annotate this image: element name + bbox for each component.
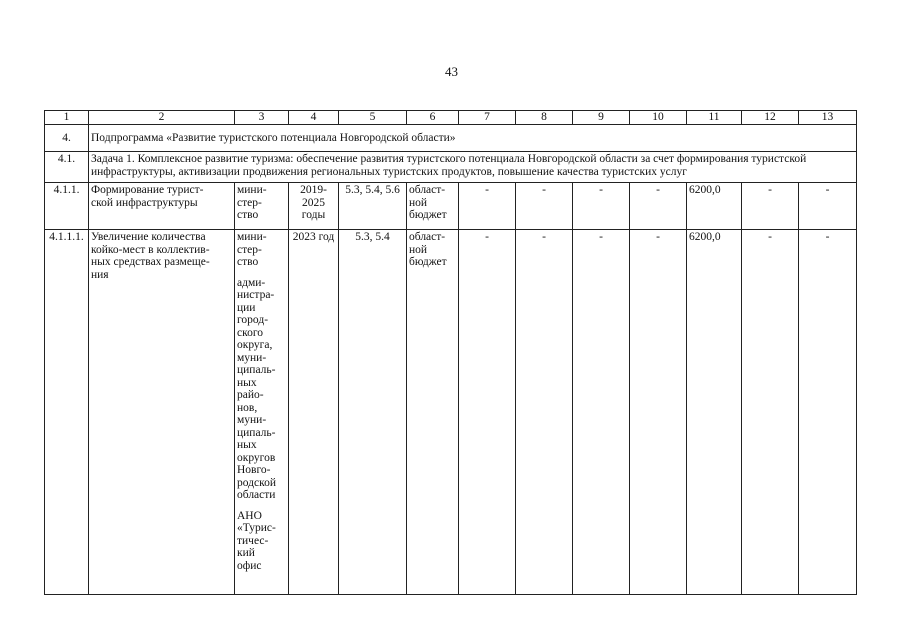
header-cell: 6 bbox=[407, 111, 459, 125]
task-title: Задача 1. Комплексное развитие туризма: обеспечение развития туристского потенциала Новгородской области за счет формирования туристской инфраструктуры, активизации продвижения региональных туристских продуктов, повышение качества туристских услуг bbox=[89, 152, 857, 183]
value-col7: - bbox=[459, 183, 516, 230]
indicators: 5.3, 5.4 bbox=[339, 230, 407, 595]
executor: мини- стер- ство bbox=[235, 183, 289, 230]
value-col12: - bbox=[742, 230, 799, 595]
header-cell: 2 bbox=[89, 111, 235, 125]
value-col9: - bbox=[573, 230, 630, 595]
header-cell: 11 bbox=[687, 111, 742, 125]
funding-source: област- ной бюджет bbox=[407, 230, 459, 595]
value-col10: - bbox=[630, 183, 687, 230]
row-number: 4.1.1. bbox=[45, 183, 89, 230]
header-cell: 3 bbox=[235, 111, 289, 125]
measure-name: Увеличение количества койко-мест в коллектив- ных средствах размеще- ния bbox=[89, 230, 235, 595]
header-cell: 7 bbox=[459, 111, 516, 125]
indicators: 5.3, 5.4, 5.6 bbox=[339, 183, 407, 230]
table-row-task bbox=[45, 152, 857, 183]
subprogram-title: Подпрограмма «Развитие туристского потенциала Новгородской области» bbox=[89, 125, 857, 152]
program-table bbox=[44, 110, 857, 595]
value-col10: - bbox=[630, 230, 687, 595]
executor-ministry: мини- стер- ство bbox=[237, 231, 267, 268]
table-row-measure bbox=[45, 183, 857, 230]
value-col12: - bbox=[742, 183, 799, 230]
funding-source: област- ной бюджет bbox=[407, 183, 459, 230]
value-col13: - bbox=[799, 183, 857, 230]
period: 2019- 2025 годы bbox=[289, 183, 339, 230]
value-col9: - bbox=[573, 183, 630, 230]
executor-administrations: адми- нистра- ции город- ского округа, муни- ципаль- ных райо- нов, муни- ципаль- ных округов Новго- родской области bbox=[237, 276, 277, 501]
value-col8: - bbox=[516, 230, 573, 595]
table-row-submeasure bbox=[45, 230, 857, 595]
header-cell: 12 bbox=[742, 111, 799, 125]
value-col11: 6200,0 bbox=[687, 183, 742, 230]
value-col7: - bbox=[459, 230, 516, 595]
row-number: 4.1. bbox=[45, 152, 89, 183]
header-cell: 8 bbox=[516, 111, 573, 125]
row-number: 4. bbox=[45, 125, 89, 152]
header-cell: 10 bbox=[630, 111, 687, 125]
header-cell: 13 bbox=[799, 111, 857, 125]
header-cell: 5 bbox=[339, 111, 407, 125]
header-cell: 4 bbox=[289, 111, 339, 125]
measure-name: Формирование турист- ской инфраструктуры bbox=[89, 183, 235, 230]
page-number: 43 bbox=[445, 64, 458, 79]
header-cell: 1 bbox=[45, 111, 89, 125]
executor-ano: АНО «Турис- тичес- кий офис bbox=[237, 509, 276, 572]
value-col8: - bbox=[516, 183, 573, 230]
header-cell: 9 bbox=[573, 111, 630, 125]
table-row-subprogram bbox=[45, 125, 857, 152]
value-col11: 6200,0 bbox=[687, 230, 742, 595]
value-col13: - bbox=[799, 230, 857, 595]
header-row bbox=[45, 111, 857, 125]
executors bbox=[235, 230, 289, 595]
period: 2023 год bbox=[289, 230, 339, 595]
row-number: 4.1.1.1. bbox=[45, 230, 89, 595]
